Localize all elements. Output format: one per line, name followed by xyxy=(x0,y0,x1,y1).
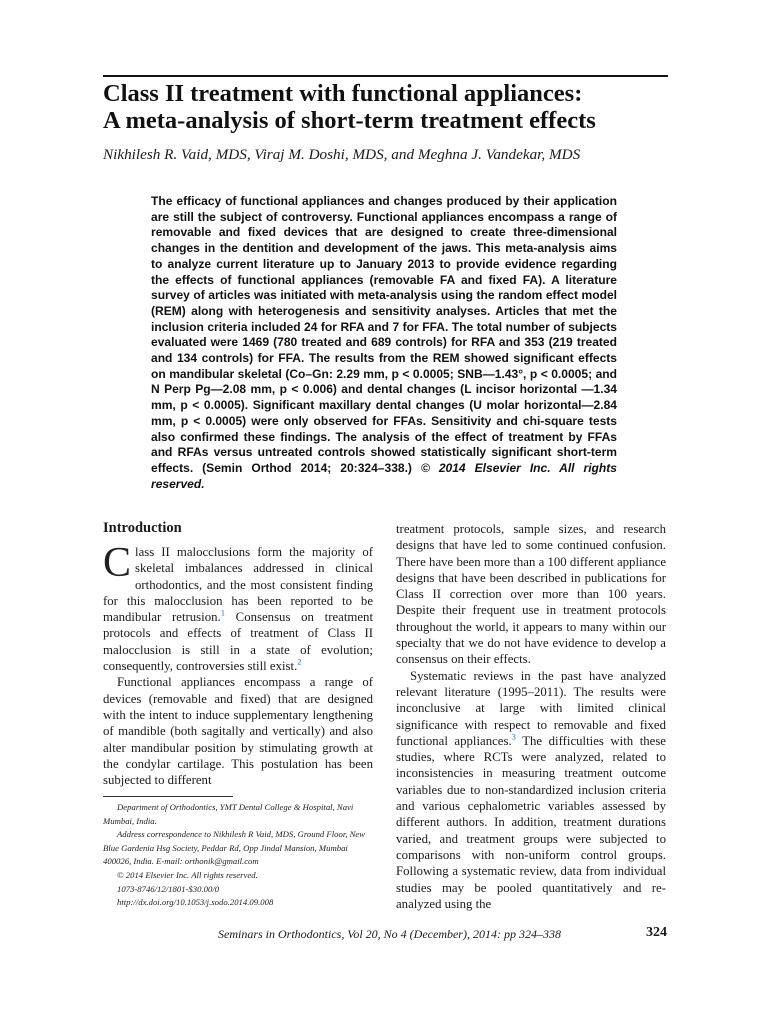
author-list: Nikhilesh R. Vaid, MDS, Viraj M. Doshi, MDS, and Meghna J. Vandekar, MDS xyxy=(103,146,581,163)
footnote-issn: 1073-8746/12/1801-$30.00/0 xyxy=(117,883,220,894)
page-number: 324 xyxy=(646,925,667,940)
left-column xyxy=(103,540,373,788)
drop-cap: C xyxy=(103,540,132,586)
section-heading-introduction: Introduction xyxy=(103,520,182,536)
article-title xyxy=(103,80,703,134)
footnote-block xyxy=(103,801,373,910)
footnote-address: Address correspondence to Nikhilesh R Vaid, MDS, Ground Floor, New Blue Gardenia Hsg Society, Peddar Rd, Opp Jindal Mansion, Mumbai 400026, India. E-mail: orthonik@gmail.com xyxy=(103,829,366,867)
citation-link-2[interactable]: 2 xyxy=(297,656,302,667)
intro-paragraph-1 xyxy=(103,540,373,674)
intro-paragraph-4-text-b: The difficulties with these studies, where RCTs were analyzed, related to inconsistencies in measuring treatment outcome variables due to non-standardized inclusion criteria and various cephalometric variables assessed by different authors. In addition, treatment durations varied, and treatment groups were subjected to comparisons with non-uniform control groups. Following a systematic review, data from individual studies may be pooled quantitatively and re-analyzed using the xyxy=(396,733,666,911)
title-top-rule xyxy=(103,75,668,77)
journal-citation: Seminars in Orthodontics, Vol 20, No 4 (December), 2014: pp 324–338 xyxy=(218,927,561,941)
right-column xyxy=(396,521,666,912)
abstract xyxy=(151,194,617,492)
citation-link-1[interactable]: 1 xyxy=(220,607,225,618)
intro-paragraph-1-text-a: lass II malocclusions form the majority of skeletal imbalances addressed in clinical orthodontics, and the most consistent finding for this malocclusion has been reported to be mandibular retrusion. xyxy=(103,545,373,625)
footnote-rule xyxy=(103,796,233,797)
footnote-doi[interactable]: http://dx.doi.org/10.1053/j.sodo.2014.09.008 xyxy=(117,897,274,908)
intro-paragraph-1-text-b: Consensus on treatment protocols and effects of treatment of Class II malocclusion is still in a state of evolution; consequently, controversies still exist. xyxy=(103,610,373,674)
footnote-copyright: © 2014 Elsevier Inc. All rights reserved. xyxy=(117,869,258,880)
title-line-2: A meta-analysis of short-term treatment effects xyxy=(103,107,596,134)
citation-link-3[interactable]: 3 xyxy=(511,731,516,742)
title-line-1: Class II treatment with functional appliances: xyxy=(103,80,583,107)
footnote-department: Department of Orthodontics, YMT Dental College & Hospital, Navi Mumbai, India. xyxy=(103,802,354,826)
intro-paragraph-2: Functional appliances encompass a range of devices (removable and fixed) that are designed with the intent to induce supplementary lengthening of mandible (both sagitally and vertically) and also alter mandibular position by stimulating growth at the condylar cartilage. This postulation has been subjected to different xyxy=(103,675,373,788)
abstract-text: The efficacy of functional appliances and changes produced by their application are still the subject of controversy. Functional appliances encompass a range of removable and fixed devices that are designed to create three-dimensional changes in the dentition and development of the jaws. This meta-analysis aims to analyze current literature up to January 2013 to provide evidence regarding the effects of functional appliances (removable FA and fixed FA). A literature survey of articles was initiated with meta-analysis using the random effect model (REM) along with heterogenesis and sensitivity analyses. Articles that met the inclusion criteria included 24 for RFA and 7 for FFA. The total number of subjects evaluated were 1469 (780 treated and 689 controls) for RFA and 353 (219 treated and 134 controls) for FFA. The results from the REM showed significant effects on mandibular skeletal (Co–Gn: 2.29 mm, p < 0.0005; SNB—1.43°, p < 0.0005; and N Perp Pg—2.08 mm, p < 0.006) and dental changes (L incisor horizontal —1.34 mm, p < 0.0005). Significant maxillary dental changes (U molar horizontal—2.84 mm, p < 0.0005) were only observed for FFAs. Sensitivity and chi-square tests also confirmed these findings. The analysis of the effect of treatment by FFAs and RFAs versus untreated controls showed statistically significant short-term effects. (Semin Orthod 2014; 20:324–338.) xyxy=(151,194,617,475)
intro-paragraph-4 xyxy=(396,668,666,912)
abstract-copyright: © 2014 Elsevier Inc. All rights reserved. xyxy=(151,460,617,491)
intro-paragraph-4-text-a: Systematic reviews in the past have analyzed relevant literature (1995–2011). The results were inconclusive at large with limited clinical significance with respect to removable and fixed functional appliances. xyxy=(396,668,666,748)
intro-paragraph-3: treatment protocols, sample sizes, and research designs that have led to some continued confusion. There have been more than a 100 different appliance designs that have been described in publications for Class II correction over more than 100 years. Despite their frequent use in treatment protocols throughout the world, it appears to many within our specialty that we do not have evidence to develop a consensus on their effects. xyxy=(396,522,666,667)
